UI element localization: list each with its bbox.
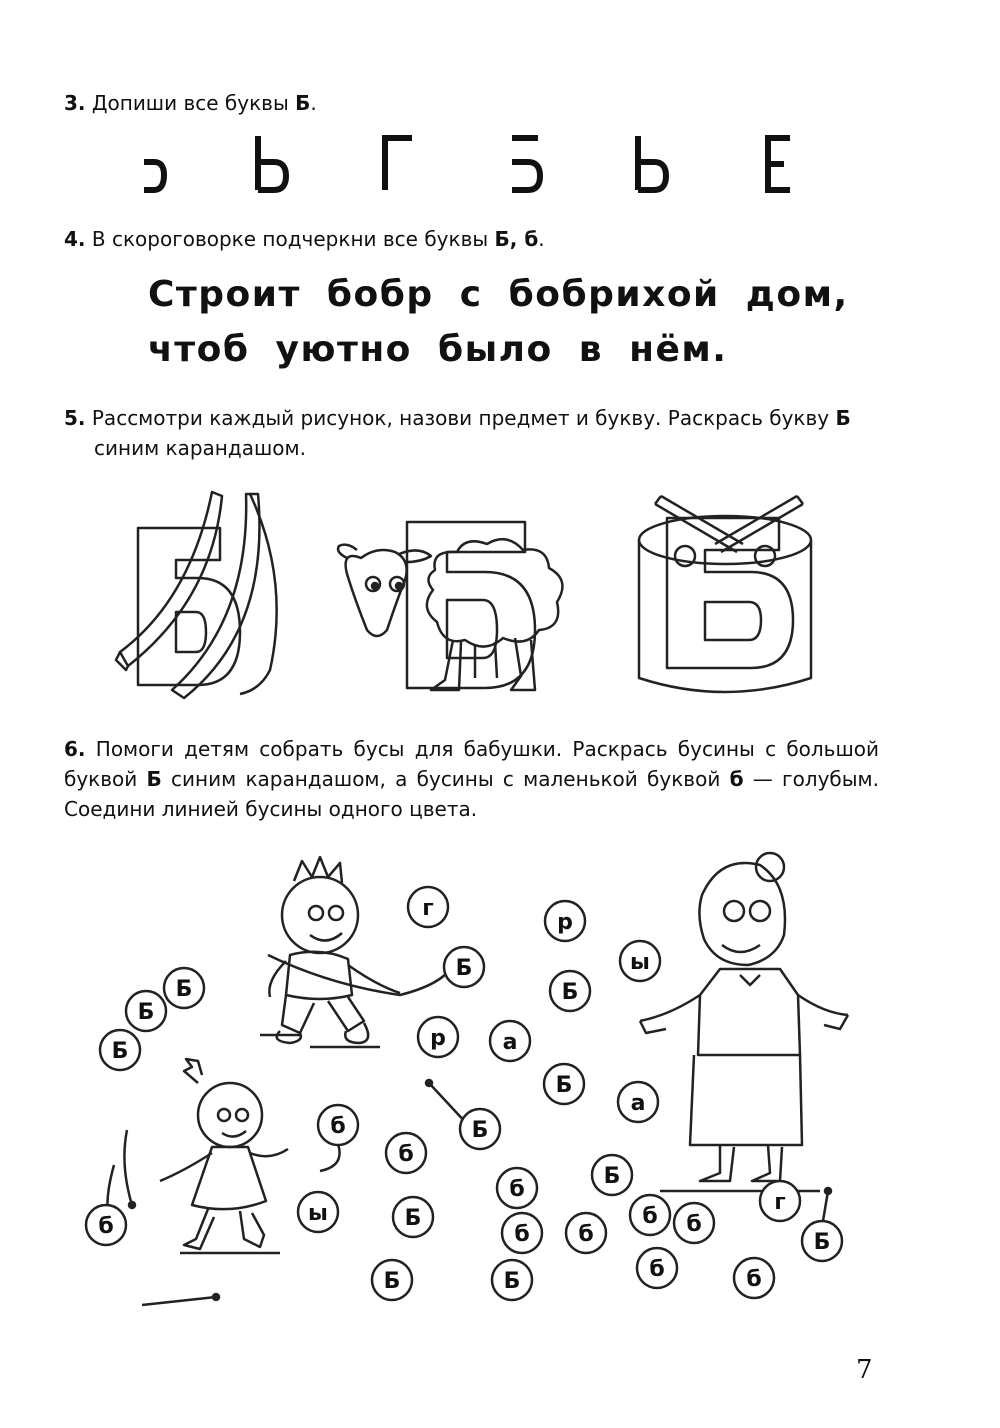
bead-letter: б	[578, 1222, 594, 1247]
banana-picture	[116, 492, 277, 698]
partial-letter-6	[768, 138, 790, 190]
tongue-twister-line-1: Строит бобр с бобрихой дом,	[148, 274, 849, 315]
bead	[550, 971, 590, 1011]
partial-letter-2	[258, 136, 286, 190]
bead	[630, 1195, 670, 1235]
letter-b-outline	[138, 528, 240, 685]
bead-letter: Б	[137, 1000, 155, 1025]
bead	[545, 901, 585, 941]
bead-letter: б	[398, 1142, 414, 1167]
bead-letter: б	[746, 1267, 762, 1292]
bead	[386, 1133, 426, 1173]
bead-letter: а	[630, 1091, 646, 1116]
task-5-instruction	[64, 403, 879, 463]
task-text: Рассмотри каждый рисунок, назови предмет и букву. Раскрась букву	[91, 406, 836, 430]
bead-letter: Б	[503, 1269, 521, 1294]
bead-letter: б	[330, 1114, 346, 1139]
bead	[393, 1197, 433, 1237]
task-text: — голубым. Соедини линией бусины одного цвета.	[64, 767, 879, 821]
bead-letter: р	[557, 910, 573, 935]
bead	[637, 1248, 677, 1288]
page-number: 7	[856, 1355, 873, 1385]
bead	[734, 1258, 774, 1298]
bead	[126, 991, 166, 1031]
bead	[502, 1213, 542, 1253]
task-text: Помоги детям собрать бусы для бабушки. Раскрась бусины с большой буквой	[64, 737, 880, 791]
bead	[497, 1168, 537, 1208]
partial-letter-5	[638, 136, 666, 190]
bead-letter: б	[642, 1204, 658, 1229]
bead	[444, 947, 484, 987]
drum-top	[639, 516, 811, 564]
bead	[802, 1221, 842, 1261]
bead	[544, 1064, 584, 1104]
bead	[674, 1203, 714, 1243]
bead	[298, 1192, 338, 1232]
bead	[460, 1109, 500, 1149]
bead-letter: Б	[111, 1039, 129, 1064]
task-3-instruction	[64, 88, 879, 118]
letter-b-outline	[667, 518, 793, 668]
bead-letter: Б	[455, 956, 473, 981]
task-letter: Б	[835, 406, 851, 430]
bead	[86, 1205, 126, 1245]
girl-figure	[160, 1059, 288, 1253]
bead-letter: б	[514, 1222, 530, 1247]
banana-2	[172, 494, 259, 698]
partial-letter-1	[144, 162, 164, 190]
pictures-row	[100, 480, 820, 710]
task-end: .	[538, 227, 545, 251]
bead	[492, 1260, 532, 1300]
bead	[620, 941, 660, 981]
bead-letter: Б	[555, 1073, 573, 1098]
task-text: В скороговорке подчеркни все буквы	[91, 227, 495, 251]
bead	[372, 1260, 412, 1300]
partial-letters-row	[130, 128, 820, 198]
task-number: 3.	[64, 91, 86, 115]
bead-letter: Б	[404, 1206, 422, 1231]
sheep-head	[346, 550, 407, 636]
partial-letter-3	[385, 138, 412, 190]
bead-letter: а	[502, 1030, 518, 1055]
bead-letter: б	[98, 1214, 114, 1239]
bead-letter: б	[649, 1257, 665, 1282]
bead-letter: г	[422, 896, 434, 921]
beads-illustration	[80, 835, 880, 1325]
grandmother-figure	[640, 853, 848, 1191]
bead-letter: г	[774, 1190, 786, 1215]
bead	[408, 887, 448, 927]
bead-letter: Б	[813, 1230, 831, 1255]
bead	[418, 1017, 458, 1057]
task-number: 6.	[64, 737, 86, 761]
bead	[592, 1155, 632, 1195]
bead-letter: ы	[308, 1201, 328, 1226]
sheep-picture	[338, 522, 562, 690]
bead-letter: р	[430, 1026, 446, 1051]
task-number: 5.	[64, 406, 86, 430]
tongue-twister-line-2: чтоб уютно было в нём.	[148, 329, 728, 370]
bead-letter: б	[509, 1177, 525, 1202]
bead-letter: Б	[175, 977, 193, 1002]
partial-letter-4	[512, 138, 540, 190]
boy-figure	[260, 857, 400, 1047]
task-4-instruction	[64, 224, 879, 254]
task-number: 4.	[64, 227, 86, 251]
task-letter-big: Б	[146, 767, 162, 791]
task-end: .	[310, 91, 317, 115]
drum-picture	[639, 496, 811, 692]
bead	[760, 1181, 800, 1221]
bead-letter: Б	[383, 1269, 401, 1294]
task-text: Допиши все буквы	[91, 91, 296, 115]
bead	[490, 1021, 530, 1061]
bead-letter: ы	[630, 950, 650, 975]
task-6-instruction	[64, 734, 879, 824]
task-letter: Б	[295, 91, 311, 115]
bead	[100, 1030, 140, 1070]
bead-letter: Б	[471, 1118, 489, 1143]
bead	[318, 1105, 358, 1145]
task-letter-small: б	[729, 767, 744, 791]
task-letters: Б, б	[494, 227, 539, 251]
bead	[566, 1213, 606, 1253]
task-text: синим карандашом, а бусины с маленькой буквой	[161, 767, 730, 791]
bead	[618, 1082, 658, 1122]
bead	[164, 968, 204, 1008]
task-text-2: синим карандашом.	[94, 436, 306, 460]
bead-letter: Б	[561, 980, 579, 1005]
bead-letter: Б	[603, 1164, 621, 1189]
bead-letter: б	[686, 1212, 702, 1237]
